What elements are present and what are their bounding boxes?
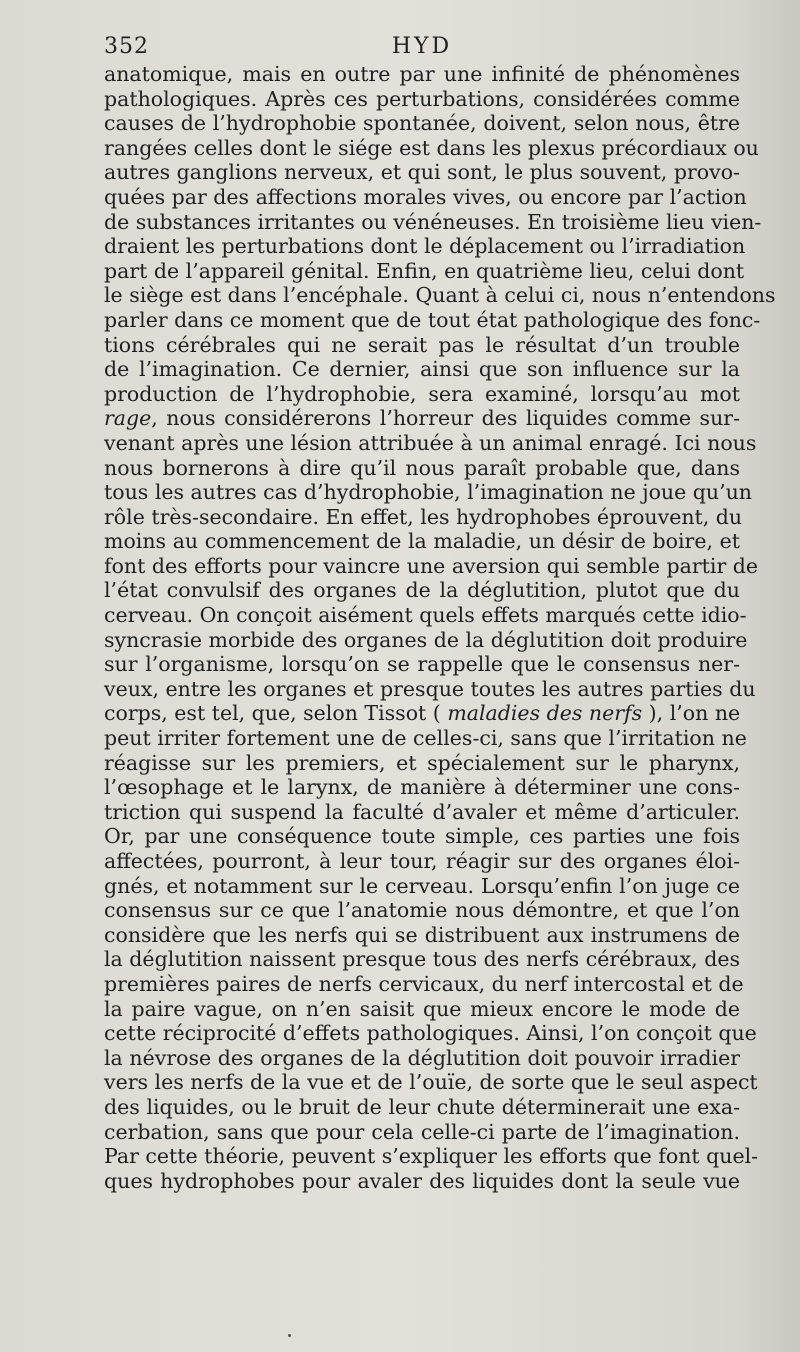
text-line: moins au commencement de la maladie, un désir de boire, et xyxy=(104,529,740,554)
text-line: peut irriter fortement une de celles-ci, sans que l’irritation ne xyxy=(104,726,747,751)
text-line: cerbation, sans que pour cela celle-ci parte de l’imagination. xyxy=(104,1119,740,1144)
running-head: HYD xyxy=(391,34,453,59)
body-text xyxy=(104,62,776,1193)
text-line: sur l’organisme, lorsqu’on se rappelle que le consensus ner- xyxy=(104,652,740,677)
text-line: considère que les nerfs qui se distribuent aux instrumens de xyxy=(104,922,740,947)
text-line: venant après une lésion attribuée à un animal enragé. Ici nous xyxy=(104,430,757,455)
text-line: rage, nous considérerons l’horreur des liquides comme sur- xyxy=(104,406,740,431)
text-line: réagisse sur les premiers, et spécialement sur le pharynx, xyxy=(104,750,740,775)
text-line: production de l’hydrophobie, sera examiné, lorsqu’au mot xyxy=(104,381,740,406)
italic-term: rage xyxy=(104,406,152,431)
text-line: Or, par une conséquence toute simple, ces parties une fois xyxy=(104,824,740,849)
text-line: gnés, et notamment sur le cerveau. Lorsqu’enfin l’on juge ce xyxy=(104,873,740,898)
text-line: de l’imagination. Ce dernier, ainsi que son influence sur la xyxy=(104,357,740,382)
text-line: consensus sur ce que l’anatomie nous démontre, et que l’on xyxy=(104,898,740,923)
text-line: ques hydrophobes pour avaler des liquides dont la seule vue xyxy=(104,1168,740,1193)
text-line: de substances irritantes ou vénéneuses. En troisième lieu vien- xyxy=(104,209,762,234)
italic-term: maladies des nerfs xyxy=(447,701,643,726)
text-line: tions cérébrales qui ne serait pas le résultat d’un trouble xyxy=(104,332,740,357)
text-line: parler dans ce moment que de tout état pathologique des fonc- xyxy=(104,307,761,332)
page-number: 352 xyxy=(104,34,149,59)
text-line: pathologiques. Après ces perturbations, considérées comme xyxy=(104,86,740,111)
text-line: part de l’appareil génital. Enfin, en quatrième lieu, celui dont xyxy=(104,258,745,283)
text-line: font des efforts pour vaincre une aversion qui semble partir de xyxy=(104,553,759,578)
text-line: la déglutition naissent presque tous des nerfs cérébraux, des xyxy=(104,947,740,972)
text-line: quées par des affections morales vives, ou encore par l’action xyxy=(104,184,747,209)
text-line: causes de l’hydrophobie spontanée, doivent, selon nous, être xyxy=(104,111,740,136)
text-line: le siège est dans l’encéphale. Quant à celui ci, nous n’entendons xyxy=(104,283,776,308)
text-line: l’œsophage et le larynx, de manière à déterminer une cons- xyxy=(104,775,740,800)
text-line: la névrose des organes de la déglutition doit pouvoir irradier xyxy=(104,1045,740,1070)
text-line: veux, entre les organes et presque toutes les autres parties du xyxy=(104,676,756,701)
text-line: rôle très-secondaire. En effet, les hydrophobes éprouvent, du xyxy=(104,504,743,529)
text-line: syncrasie morbide des organes de la déglutition doit produire xyxy=(104,627,748,652)
text-line: triction qui suspend la faculté d’avaler et même d’articuler. xyxy=(104,799,740,824)
text-line: corps, est tel, que, selon Tissot ( maladies des nerfs ), l’on ne xyxy=(104,701,741,726)
text-line: vers les nerfs de la vue et de l’ouïe, de sorte que le seul aspect xyxy=(104,1070,758,1095)
text-line: la paire vague, on n’en saisit que mieux encore le mode de xyxy=(104,996,740,1021)
text-line: cette réciprocité d’effets pathologiques. Ainsi, l’on conçoit que xyxy=(104,1021,757,1046)
text-line: Par cette théorie, peuvent s’expliquer les efforts que font quel- xyxy=(104,1144,759,1169)
text-line: anatomique, mais en outre par une infinité de phénomènes xyxy=(104,62,740,86)
text-line: nous bornerons à dire qu’il nous paraît probable que, dans xyxy=(104,455,740,480)
text-line: tous les autres cas d’hydrophobie, l’imagination ne joue qu’un xyxy=(104,480,753,505)
text-line: l’état convulsif des organes de la déglutition, plutot que du xyxy=(104,578,740,603)
text-line: affectées, pourront, à leur tour, réagir sur des organes éloi- xyxy=(104,849,740,873)
text-line: draient les perturbations dont le déplacement ou l’irradiation xyxy=(104,234,746,259)
text-line: autres ganglions nerveux, et qui sont, le plus souvent, provo- xyxy=(104,160,740,185)
text-line: cerveau. On conçoit aisément quels effets marqués cette idio- xyxy=(104,603,747,628)
text-line: premières paires de nerfs cervicaux, du nerf intercostal et de xyxy=(104,971,744,996)
text-line: des liquides, ou le bruit de leur chute déterminerait une exa- xyxy=(104,1094,740,1119)
paper-speck xyxy=(288,1334,291,1337)
page-header xyxy=(104,34,740,64)
text-line: rangées celles dont le siége est dans les plexus précordiaux ou xyxy=(104,135,759,160)
